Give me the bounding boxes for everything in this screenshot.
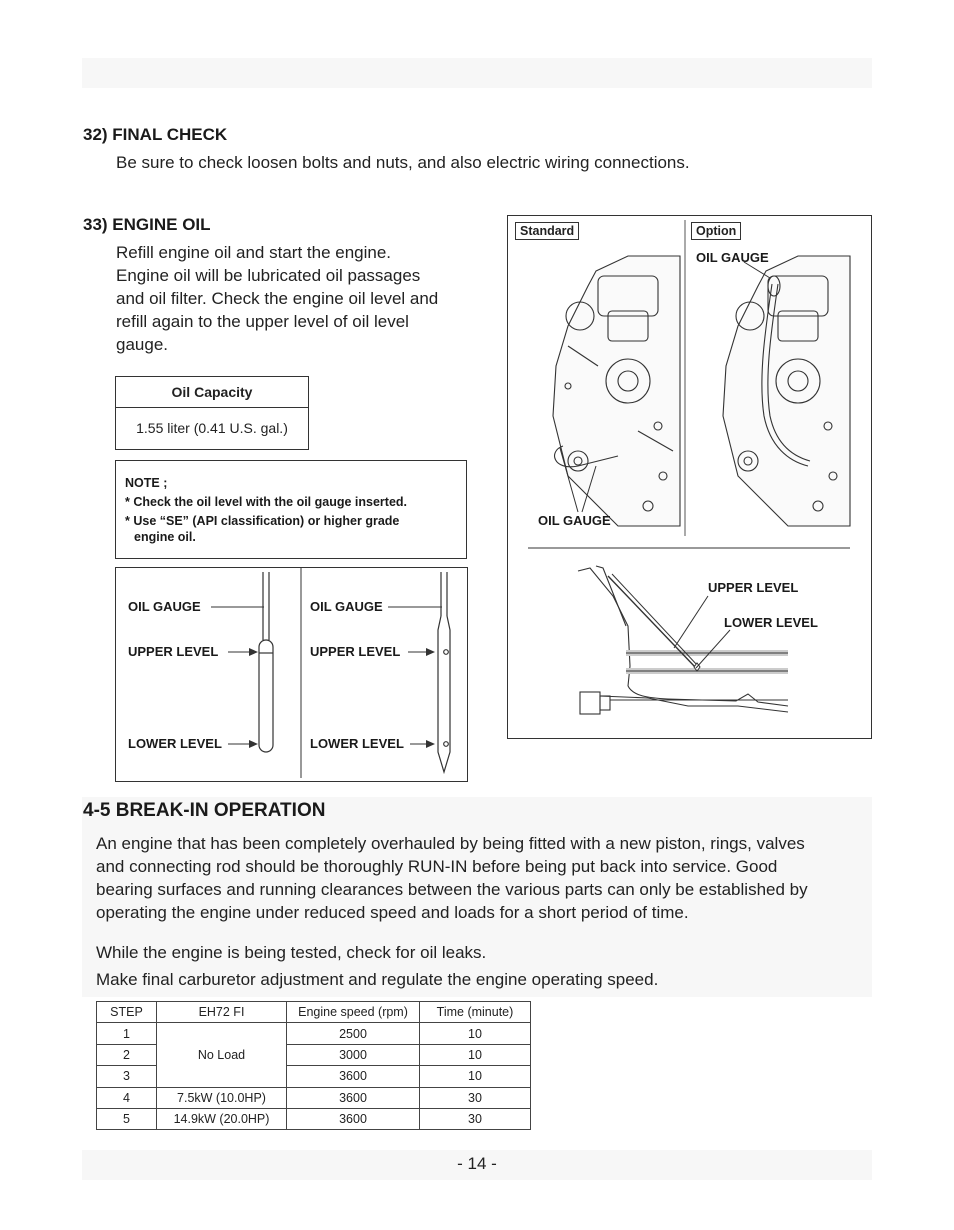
engine-oil-line: gauge. [116, 335, 168, 354]
standard-oil-gauge-label: OIL GAUGE [538, 513, 611, 528]
breakin-line: An engine that has been completely overhauled by being fitted with a new piston, rings, valves [96, 834, 805, 853]
time-cell: 10 [420, 1066, 531, 1087]
standard-engine-icon [553, 256, 680, 526]
time-cell: 10 [420, 1044, 531, 1065]
oil-capacity-value: 1.55 liter (0.41 U.S. gal.) [136, 420, 288, 436]
col-load-header: EH72 FI [157, 1002, 287, 1023]
time-cell: 30 [420, 1087, 531, 1108]
final-check-heading: 32) FINAL CHECK [83, 125, 228, 144]
right-upper-level-label: UPPER LEVEL [310, 644, 401, 659]
right-oil-gauge-label: OIL GAUGE [310, 599, 383, 614]
step-cell: 1 [97, 1023, 157, 1044]
note-title: NOTE ; [125, 476, 168, 490]
load-cell: 14.9kW (20.0HP) [157, 1108, 287, 1129]
note-item: engine oil. [134, 530, 196, 544]
lower-level-label: LOWER LEVEL [724, 615, 818, 630]
speed-cell: 3600 [287, 1066, 420, 1087]
left-upper-level-label: UPPER LEVEL [128, 644, 219, 659]
breakin-line: operating the engine under reduced speed and loads for a short period of time. [96, 903, 689, 922]
step-cell: 3 [97, 1066, 157, 1087]
right-lower-level-label: LOWER LEVEL [310, 736, 404, 751]
oil-capacity-table [115, 376, 309, 450]
breakin-heading: 4-5 BREAK-IN OPERATION [83, 800, 326, 821]
col-speed-header: Engine speed (rpm) [287, 1002, 420, 1023]
table-row [97, 1023, 531, 1044]
step-cell: 4 [97, 1087, 157, 1108]
engine-illustration [508, 216, 871, 738]
option-oil-gauge-label: OIL GAUGE [696, 250, 769, 265]
table-row [97, 1087, 531, 1108]
breakin-line: bearing surfaces and running clearances between the various parts can only be established by [96, 880, 808, 899]
note-box [115, 460, 467, 559]
header-band [82, 58, 872, 88]
engine-oil-line: and oil filter. Check the engine oil level and [116, 289, 439, 308]
breakin-oil-leak-text: While the engine is being tested, check for oil leaks. [96, 943, 487, 962]
col-step-header: STEP [97, 1002, 157, 1023]
breakin-paragraph [96, 832, 868, 924]
load-cell: 7.5kW (10.0HP) [157, 1087, 287, 1108]
table-header-row [97, 1002, 531, 1023]
breakin-steps-table [96, 1001, 531, 1130]
engine-oil-heading: 33) ENGINE OIL [83, 215, 211, 234]
page-number: - 14 - [457, 1154, 497, 1173]
right-gauge-icon [438, 572, 450, 772]
oil-capacity-header: Oil Capacity [116, 377, 308, 408]
breakin-carburetor-text: Make final carburetor adjustment and regulate the engine operating speed. [96, 970, 659, 989]
engine-figure [507, 215, 872, 739]
step-cell: 5 [97, 1108, 157, 1129]
option-engine-icon [723, 256, 850, 526]
left-oil-gauge-label: OIL GAUGE [128, 599, 201, 614]
speed-cell: 3000 [287, 1044, 420, 1065]
gauge-diagram [115, 567, 468, 782]
engine-oil-line: Refill engine oil and start the engine. [116, 243, 392, 262]
speed-cell: 2500 [287, 1023, 420, 1044]
engine-oil-line: Engine oil will be lubricated oil passages [116, 266, 421, 285]
col-time-header: Time (minute) [420, 1002, 531, 1023]
final-check-text: Be sure to check loosen bolts and nuts, and also electric wiring connections. [116, 153, 690, 172]
left-gauge-icon [259, 572, 273, 752]
step-cell: 2 [97, 1044, 157, 1065]
load-cell: No Load [157, 1023, 287, 1087]
speed-cell: 3600 [287, 1087, 420, 1108]
left-lower-level-label: LOWER LEVEL [128, 736, 222, 751]
note-item: * Use “SE” (API classification) or higher grade [125, 514, 400, 528]
upper-level-label: UPPER LEVEL [708, 580, 799, 595]
standard-tag: Standard [515, 222, 579, 240]
option-tag: Option [691, 222, 741, 240]
engine-oil-text [116, 241, 476, 356]
note-item: * Check the oil level with the oil gauge inserted. [125, 495, 408, 509]
table-row [97, 1108, 531, 1129]
breakin-line: and connecting rod should be thoroughly RUN-IN before being put back into service. Good [96, 857, 778, 876]
time-cell: 30 [420, 1108, 531, 1129]
time-cell: 10 [420, 1023, 531, 1044]
speed-cell: 3600 [287, 1108, 420, 1129]
engine-oil-line: refill again to the upper level of oil level [116, 312, 409, 331]
